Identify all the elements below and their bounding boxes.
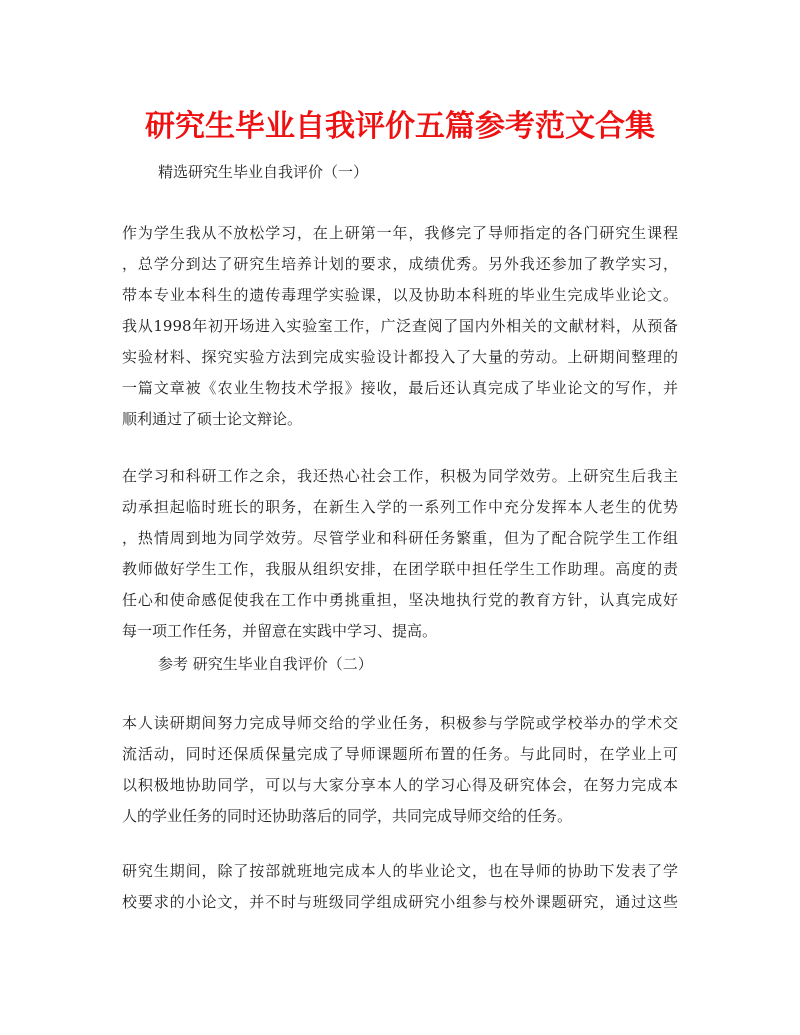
paragraph-line: 动承担起临时班长的职务，在新生入学的一系列工作中充分发挥本人老生的优势 (122, 498, 678, 516)
paragraph-line: 研究生期间，除了按部就班地完成本人的毕业论文，也在导师的协助下发表了学 (122, 862, 678, 880)
paragraph-line: 每一项工作任务，并留意在实践中学习、提高。 (122, 622, 438, 640)
paragraph-line: 本人读研期间努力完成导师交给的学业任务，积极参与学院或学校举办的学术交 (122, 714, 678, 732)
paragraph-line: 一篇文章被《农业生物技术学报》接收，最后还认真完成了毕业论文的写作，并 (122, 379, 678, 397)
document-title: 研究生毕业自我评价五篇参考范文合集 (145, 109, 655, 144)
section-heading-1: 精选研究生毕业自我评价（一） (158, 163, 369, 181)
paragraph-line: ，热情周到地为同学效劳。尽管学业和科研任务繁重，但为了配合院学生工作组 (122, 529, 678, 547)
paragraph-line: 以积极地协助同学，可以与大家分享本人的学习心得及研究体会，在努力完成本 (122, 776, 678, 794)
paragraph-line: 我从1998年初开场进入实验室工作，广泛查阅了国内外相关的文献材料，从预备 (122, 317, 678, 335)
paragraph-line: 校要求的小论文，并不时与班级同学组成研究小组参与校外课题研究，通过这些 (122, 893, 678, 911)
paragraph-line: ，总学分到达了研究生培养计划的要求，成绩优秀。另外我还参加了教学实习， (122, 255, 678, 273)
paragraph-4 (122, 856, 678, 918)
paragraph-2 (122, 461, 678, 647)
paragraph-line: 作为学生我从不放松学习，在上研第一年，我修完了导师指定的各门研究生课程 (122, 224, 678, 242)
paragraph-line: 流活动，同时还保质保量完成了导师课题所布置的任务。与此同时，在学业上可 (122, 745, 678, 763)
paragraph-line: 教师做好学生工作，我服从组织安排，在团学联中担任学生工作助理。高度的责 (122, 560, 678, 578)
paragraph-1 (122, 218, 678, 435)
paragraph-line: 人的学业任务的同时还协助落后的同学，共同完成导师交给的任务。 (122, 807, 573, 825)
paragraph-line: 任心和使命感促使我在工作中勇挑重担，坚决地执行党的教育方针，认真完成好 (122, 591, 678, 609)
paragraph-line: 顺利通过了硕士论文辩论。 (122, 410, 303, 428)
paragraph-line: 在学习和科研工作之余，我还热心社会工作，积极为同学效劳。上研究生后我主 (122, 467, 678, 485)
paragraph-3 (122, 708, 678, 832)
paragraph-line: 带本专业本科生的遗传毒理学实验课，以及协助本科班的毕业生完成毕业论文。 (122, 286, 678, 304)
section-heading-2: 参考 研究生毕业自我评价（二） (158, 655, 373, 673)
paragraph-line: 实验材料、探究实验方法到完成实验设计都投入了大量的劳动。上研期间整理的 (122, 348, 678, 366)
